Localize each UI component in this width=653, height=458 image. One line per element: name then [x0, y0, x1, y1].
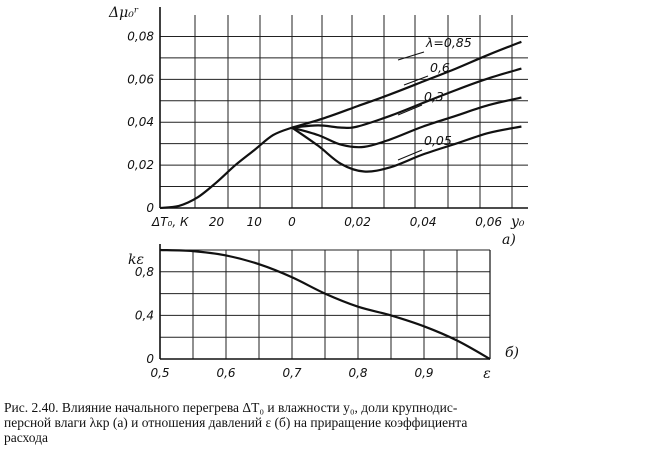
x-axis-label: ε — [483, 366, 491, 382]
chart-a — [108, 5, 528, 248]
left-axis-label: ΔT₀, К — [152, 215, 189, 229]
x-tick-label: 0,06 — [475, 215, 503, 229]
y-tick-label: 0,4 — [134, 308, 154, 323]
series-label: λ=0,85 — [426, 35, 472, 50]
panel-label: а) — [502, 232, 516, 248]
series-line — [292, 42, 521, 128]
y-axis-label: Δμ₀ʳ — [109, 5, 139, 21]
x-tick-label: 0,6 — [216, 366, 236, 380]
series-label: 0,3 — [424, 89, 444, 104]
caption-line-3: расхода — [4, 430, 49, 445]
x-tick-label: 0,9 — [414, 366, 434, 380]
chart-b — [128, 244, 519, 382]
y-tick-label: 0,8 — [134, 264, 154, 279]
x-tick-label: 0,02 — [344, 215, 371, 229]
figure-caption — [4, 400, 649, 445]
y-tick-label: 0,08 — [127, 29, 154, 44]
x-tick-label: 10 — [246, 215, 262, 229]
caption-line-2: персной влаги λкр (а) и отношения давлений ε (б) на приращение коэффициента — [4, 415, 468, 430]
y-tick-label: 0,06 — [127, 72, 154, 87]
y-tick-label: 0,04 — [127, 115, 154, 130]
label-leader — [398, 105, 422, 115]
y-tick-label: 0,02 — [127, 158, 154, 173]
x-axis-label: y₀ — [511, 214, 525, 230]
x-tick-label: 0,04 — [409, 215, 437, 229]
caption-line-1: Рис. 2.40. Влияние начального перегрева ΔT₀ и влажности y₀, доли крупнодис- — [4, 400, 458, 415]
x-tick-label: 20 — [208, 215, 225, 229]
series-label: 0,05 — [424, 133, 452, 148]
y-tick-label: 0 — [146, 352, 154, 366]
series-line — [292, 69, 521, 128]
x-tick-label: 0,7 — [282, 366, 302, 380]
y-tick-label: 0 — [146, 201, 154, 215]
series-label: 0,6 — [430, 60, 450, 75]
x-tick-label: 0 — [288, 215, 296, 229]
y-axis-label: kε — [128, 252, 144, 268]
panel-label: б) — [505, 345, 520, 361]
x-tick-label: 0,5 — [150, 366, 170, 380]
superheat-curve — [160, 128, 292, 208]
x-tick-label: 0,8 — [348, 366, 368, 380]
label-leader — [398, 52, 424, 60]
